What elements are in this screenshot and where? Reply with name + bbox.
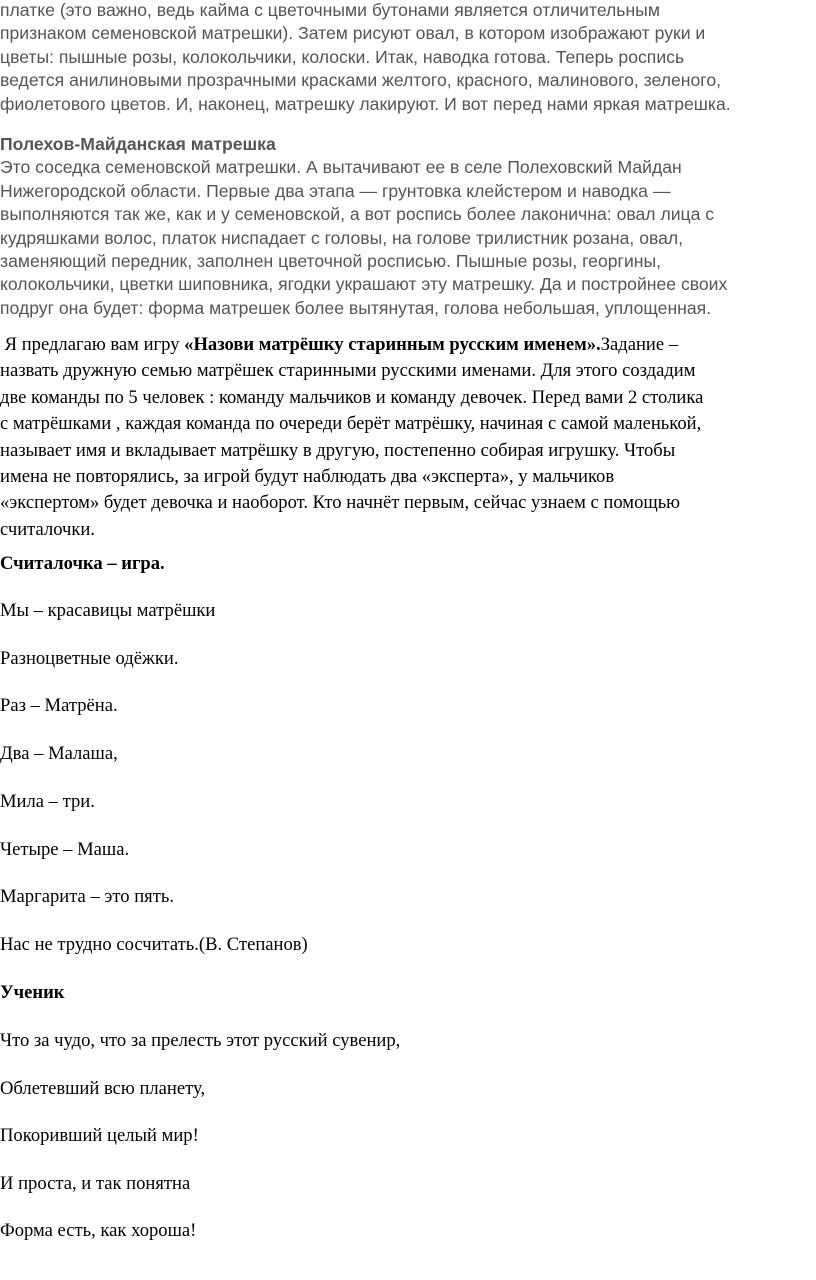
- text-line: ведется анилиновыми прозрачными красками желтого, красного, малинового, зеленого,: [0, 70, 721, 91]
- text-line: цветы: пышные розы, колокольчики, колоски. Итак, наводка готова. Теперь роспись: [0, 46, 685, 67]
- rhyme-line: Два – Малаша,: [0, 743, 118, 764]
- poem-line: Что за чудо, что за прелесть этот русский сувенир,: [0, 1030, 401, 1051]
- text-line: имена не повторялись, за игрой будут наблюдать два «эксперта», у мальчиков: [0, 466, 615, 488]
- text-line: платке (это важно, ведь кайма с цветочными бутонами является отличительным: [0, 0, 660, 20]
- text-line: считалочки.: [0, 518, 96, 540]
- text-line: заменяющий передник, заполнен цветочной росписью. Пышные розы, георгины,: [0, 251, 662, 272]
- text-line: фиолетового цветов. И, наконец, матрешку лакируют. И вот перед нами яркая матрешка.: [0, 93, 731, 114]
- polkhov-section: [0, 133, 812, 320]
- section-heading: Полехов-Майданская матрешка: [0, 134, 276, 154]
- counting-rhyme-heading: Считалочка – игра.: [0, 553, 165, 574]
- text-line: назвать дружную семью матрёшек старинными русскими именами. Для этого создадим: [0, 360, 696, 382]
- text-line: [0, 332, 812, 358]
- text-line: признаком семеновской матрешки). Затем рисуют овал, в котором изображают руки и: [0, 23, 706, 44]
- game-paragraph: [0, 332, 812, 543]
- poem-line: Облетевший всю планету,: [0, 1078, 206, 1099]
- text-line: Это соседка семеновской матрешки. А вытачивают ее в селе Полеховский Майдан: [0, 157, 682, 178]
- poem-line: Форма есть, как хороша!: [0, 1220, 197, 1241]
- text-line: с матрёшками , каждая команда по очереди берёт матрёшку, начиная с самой маленькой,: [0, 413, 702, 435]
- rhyme-line: Нас не трудно сосчитать.(В. Степанов): [0, 934, 308, 955]
- game-task-label: Задание –: [600, 334, 679, 355]
- student-heading: Ученик: [0, 982, 65, 1003]
- rhyme-line: Раз – Матрёна.: [0, 695, 118, 716]
- text-line: называет имя и вкладывает матрёшку в другую, постепенно собирая игрушку. Чтобы: [0, 439, 676, 461]
- rhyme-line: Четыре – Маша.: [0, 839, 130, 860]
- poem-line: Покоривший целый мир!: [0, 1125, 199, 1146]
- rhyme-line: Маргарита – это пять.: [0, 886, 174, 907]
- text-line: подруг она будет: форма матрешек более вытянутая, голова небольшая, уплощенная.: [0, 297, 712, 318]
- rhyme-line: Разноцветные одёжки.: [0, 648, 179, 669]
- poem-line: И проста, и так понятна: [0, 1173, 191, 1194]
- text-line: колокольчики, цветки шиповника, ягодки украшают эту матрешку. Да и постройнее своих: [0, 274, 728, 295]
- text-line: две команды по 5 человек : команду мальчиков и команду девочек. Перед вами 2 столика: [0, 386, 704, 408]
- game-intro-text: Я предлагаю вам игру: [0, 334, 185, 355]
- text-line: выполняются так же, как и у семеновской, а вот роспись более лаконична: овал лица с: [0, 204, 715, 225]
- text-line: «экспертом» будет девочка и наоборот. Кто начнёт первым, сейчас узнаем с помощью: [0, 492, 681, 514]
- game-title: «Назови матрёшку старинным русским именем».: [184, 334, 601, 355]
- text-line: кудряшками волос, платок ниспадает с головы, на голове трилистник розана, овал,: [0, 227, 684, 248]
- rhyme-line: Мы – красавицы матрёшки: [0, 600, 216, 621]
- intro-paragraph: [0, 0, 812, 116]
- text-line: Нижегородской области. Первые два этапа — грунтовка клейстером и наводка —: [0, 180, 671, 201]
- rhyme-line: Мила – три.: [0, 791, 95, 812]
